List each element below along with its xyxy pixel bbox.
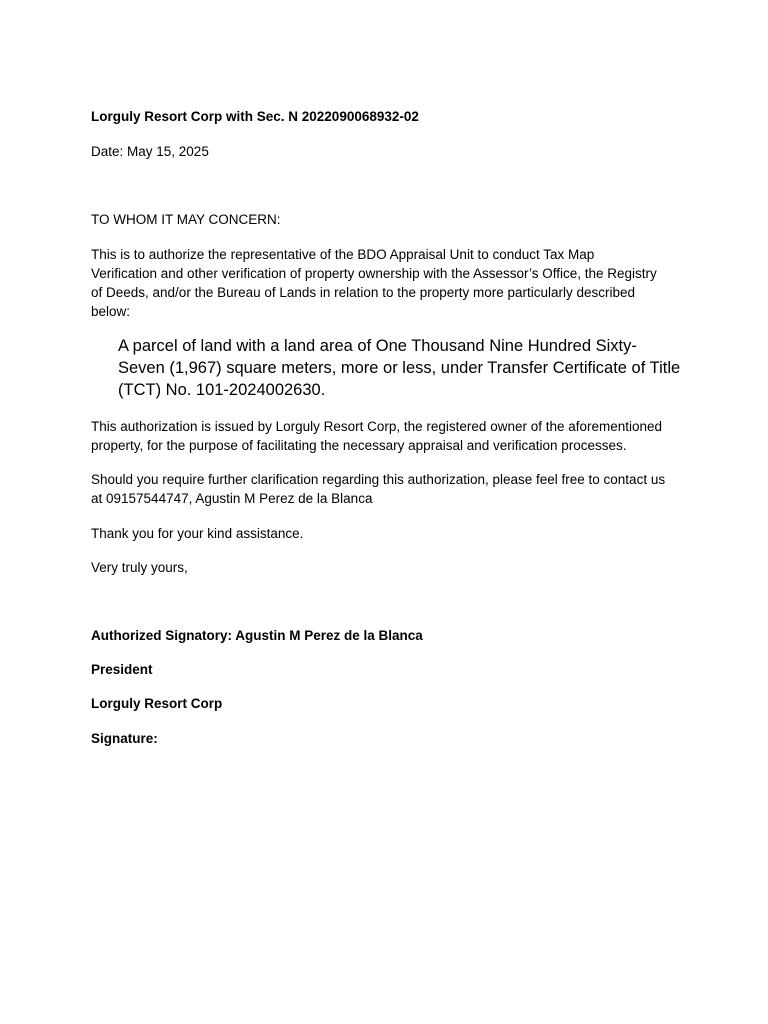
salutation: TO WHOM IT MAY CONCERN:	[91, 212, 281, 227]
signatory-title: President	[91, 662, 153, 677]
thanks-line: Thank you for your kind assistance.	[91, 526, 304, 541]
property-line: A parcel of land with a land area of One Thousand Nine Hundred Sixty-	[118, 337, 637, 355]
property-description	[118, 335, 693, 401]
company-name: Lorguly Resort Corp	[91, 696, 223, 711]
purpose-line: property, for the purpose of facilitating the necessary appraisal and verification processes.	[91, 438, 627, 453]
purpose-line: This authorization is issued by Lorguly Resort Corp, the registered owner of the aforementioned	[91, 419, 663, 434]
property-line: Seven (1,967) square meters, more or less, under Transfer Certificate of Title	[118, 359, 681, 377]
signature-label: Signature:	[91, 731, 158, 746]
intro-paragraph	[91, 245, 683, 321]
signatory-line: Authorized Signatory: Agustin M Perez de la Blanca	[91, 628, 423, 643]
purpose-paragraph	[91, 417, 683, 455]
contact-line: at 09157544747, Agustin M Perez de la Blanca	[91, 491, 373, 506]
letter-heading: Lorguly Resort Corp with Sec. N 2022090068932-02	[91, 109, 419, 124]
intro-line: of Deeds, and/or the Bureau of Lands in relation to the property more particularly described	[91, 285, 636, 300]
intro-line: Verification and other verification of property ownership with the Assessor’s Office, the Registry	[91, 266, 657, 281]
closing-line: Very truly yours,	[91, 560, 188, 575]
intro-line: below:	[91, 304, 131, 319]
intro-line: This is to authorize the representative of the BDO Appraisal Unit to conduct Tax Map	[91, 247, 595, 262]
letter-date: Date: May 15, 2025	[91, 144, 209, 159]
contact-paragraph	[91, 470, 683, 508]
contact-line: Should you require further clarification regarding this authorization, please feel free to contact us	[91, 472, 666, 487]
property-line: (TCT) No. 101-2024002630.	[118, 381, 326, 399]
